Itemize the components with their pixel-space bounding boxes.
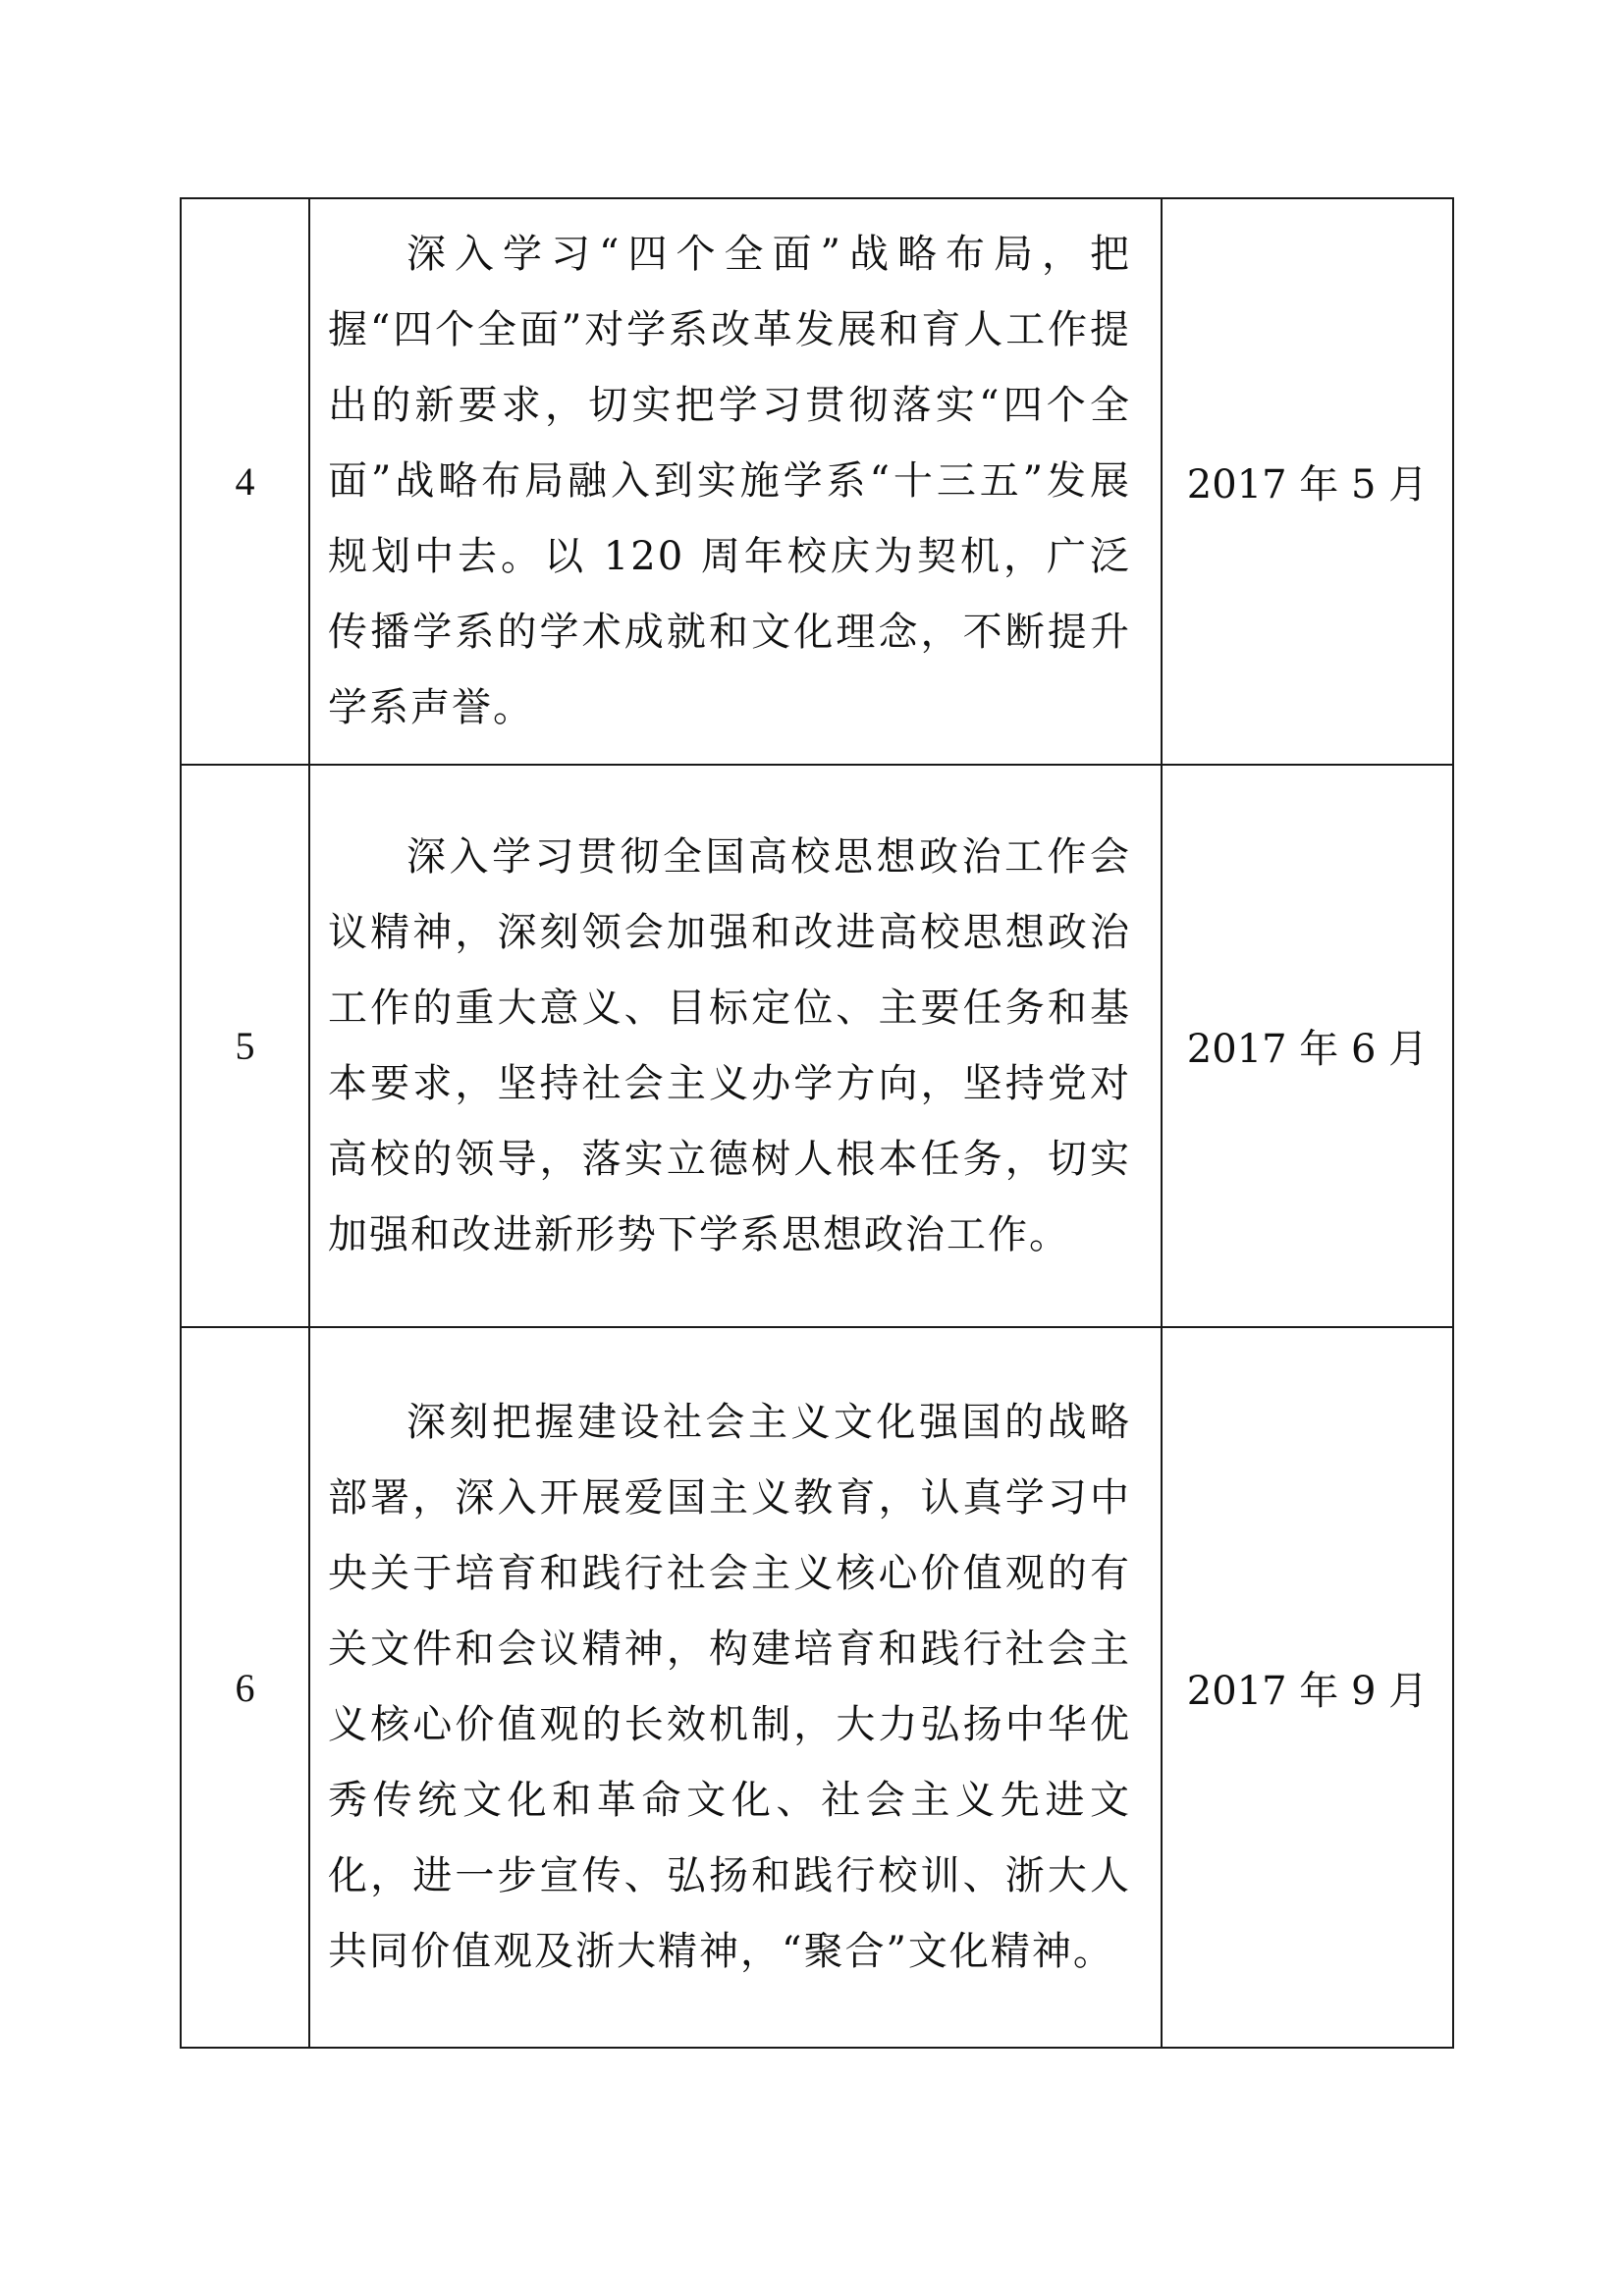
date-cell xyxy=(1162,198,1453,765)
table-row xyxy=(181,1327,1453,2048)
row-content: 深刻把握建设社会主义文化强国的战略部署，深入开展爱国主义教育，认真学习中央关于培育和践行社会主义核心价值观的有关文件和会议精神，构建培育和践行社会主义核心价值观的长效机制，大力弘扬中华优秀传统文化和革命文化、社会主义先进文化，进一步宣传、弘扬和践行校训、浙大人共同价值观及浙大精神，“聚合”文化精神。 xyxy=(328,1400,1131,1974)
table-row xyxy=(181,198,1453,765)
schedule-table xyxy=(180,197,1454,2049)
row-date: 2017 年 5 月 xyxy=(1186,462,1429,507)
date-cell xyxy=(1162,1327,1453,2048)
row-date: 2017 年 9 月 xyxy=(1186,1668,1429,1714)
row-number: 5 xyxy=(235,1024,255,1068)
row-number: 4 xyxy=(235,459,255,504)
row-number-cell xyxy=(181,198,309,765)
content-cell xyxy=(309,1327,1162,2048)
row-content: 深入学习“四个全面”战略布局，把握“四个全面”对学系改革发展和育人工作提出的新要求，切实把学习贯彻落实“四个全面”战略布局融入到实施学系“十三五”发展规划中去。以 120 周年校庆为契机，广泛传播学系的学术成就和文化理念，不断提升学系声誉。 xyxy=(328,232,1131,730)
row-content: 深入学习贯彻全国高校思想政治工作会议精神，深刻领会加强和改进高校思想政治工作的重大意义、目标定位、主要任务和基本要求，坚持社会主义办学方向，坚持党对高校的领导，落实立德树人根本任务，切实加强和改进新形势下学系思想政治工作。 xyxy=(328,833,1131,1257)
row-number-cell xyxy=(181,1327,309,2048)
content-cell xyxy=(309,765,1162,1327)
table-row xyxy=(181,765,1453,1327)
row-number: 6 xyxy=(235,1665,255,1710)
date-cell xyxy=(1162,765,1453,1327)
row-date: 2017 年 6 月 xyxy=(1186,1027,1429,1072)
content-cell xyxy=(309,198,1162,765)
row-number-cell xyxy=(181,765,309,1327)
